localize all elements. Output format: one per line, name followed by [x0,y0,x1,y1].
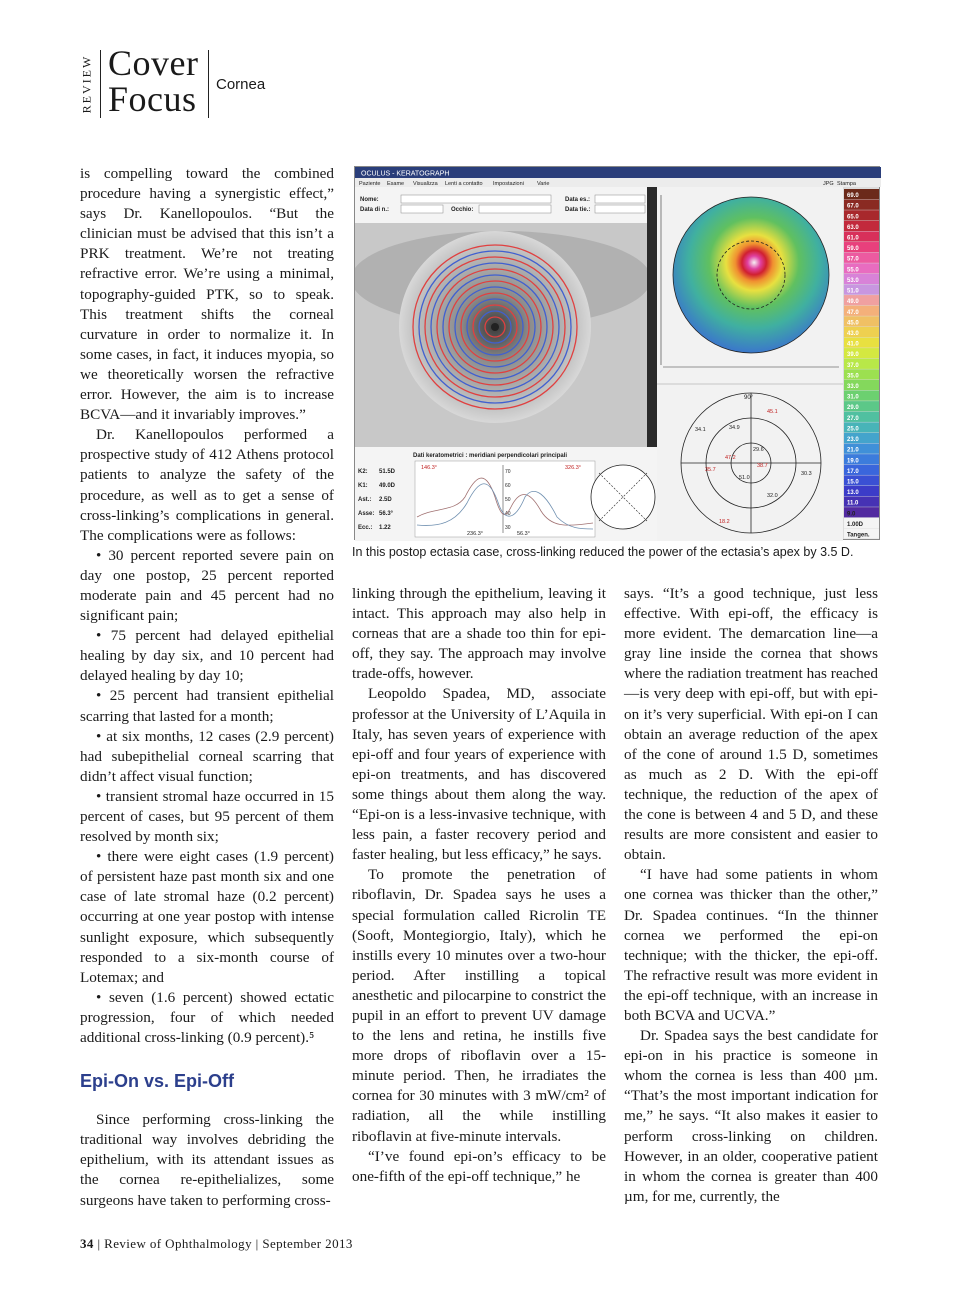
axis-diagram [591,465,655,529]
scale-label: 39.0 [847,352,859,359]
paragraph: Dr. Kanellopoulos performed a prospective study of 412 Athens protocol patients to analyze the safety of the procedure, as well as to get a sense of cross-linking’s complications in general. The complications were as follows: [80,426,334,544]
scale-label: 19.0 [847,458,859,465]
kera-axis-label: 146.3° [421,465,437,471]
polar-value: 30.3 [801,471,812,477]
polar-value: 45.1 [767,409,778,415]
scale-label: 69.0 [847,193,859,200]
polar-label: 90° [744,395,754,401]
masthead-review-vertical [78,52,96,116]
paragraph: linking through the epithelium, leaving it intact. This approach may also help in corneas that are a shade too thin for epi-off, they say. The approach may involve trade-offs, however. [352,585,606,683]
masthead-divider [100,50,101,118]
menu-item: Varie [537,181,550,187]
kera-value: 49.0D [379,483,396,489]
paragraph: To promote the penetration of riboflavin, Dr. Spadea says he uses a special formulation called Ricrolin TE (Sooft, Montegiorgio, Italy), which he instills every 10 minutes over a two-hour period. After instilling a topical anesthetic and pilocarpine to constrict the pupil in an effort to prevent UV damage to the lens and retina, he instills five more drops of riboflavin over a 15-minute period. Then, he irradiates the cornea for 30 minutes with 3 mW/cm² of radiation, all the while instilling riboflavin at five-minute intervals. [352,866,606,1145]
topography-map [673,197,829,353]
masthead-section: Cornea [216,76,266,93]
scale-label: 43.0 [847,330,859,337]
menu-item: Stampa [837,181,856,187]
kera-y-tick: 40 [505,511,511,517]
kera-axis-label: 326.3° [565,465,581,471]
scale-label: 45.0 [847,320,859,327]
figure-caption: In this postop ectasia case, cross-linking reduced the power of the ectasia’s apex by 3.5 D. [352,545,854,559]
article-column-1 [80,164,334,1211]
polar-value: 18.2 [719,519,730,525]
polar-value: 29.6 [753,447,764,453]
kera-label: Ecc.: [358,525,373,531]
kera-title: Dati keratometrici : meridiani perpendicolari principali [413,453,568,459]
field-label: Data es.: [565,197,591,203]
scale-label: 49.0 [847,299,859,306]
menu-item: Lenti a contatto [445,181,483,187]
field-label: Data tie.: [565,207,591,213]
scale-label: 61.0 [847,235,859,242]
keratograph-image [355,167,881,541]
polar-value: 34.9 [729,425,740,431]
kera-label: Ast.: [358,497,372,503]
scale-label: 15.0 [847,479,859,486]
footer-separator: | [255,1236,259,1251]
menu-item: Esame [387,181,405,187]
bullet-item: • 75 percent had delayed epithelial healing by day six, and 10 percent had delayed healing by day 10; [80,627,334,685]
bullet-item: • transient stromal haze occurred in 15 percent of cases, but 95 percent of them resolved by month six; [80,787,334,846]
issue-date: September 2013 [262,1236,353,1251]
journal-name: Review of Ophthalmology [104,1236,252,1251]
scale-label: 53.0 [847,277,859,284]
masthead-cover: Cover [108,43,199,83]
menu-item: Paziente [359,181,381,187]
paragraph: “I have had some patients in whom one cornea was thicker than the other,” Dr. Spadea continues. “In the thinner cornea we performed the epi-on technique; with the thicker, the epi-off. The refractive result was more evident in the epi-off technique, with an increase in both BCVA and UCVA.” [624,866,878,1024]
masthead-review-text: REVIEW [79,54,94,114]
masthead-focus: Focus [108,79,197,119]
bullet-item: • seven (1.6 percent) showed ectatic progression, four of which needed additional cross-linking (0.9 percent).⁵ [80,988,334,1047]
field-label: Occhio: [451,207,474,213]
field-label: Nome: [360,197,379,203]
scale-label: 23.0 [847,437,859,444]
scale-label: 47.0 [847,309,859,316]
polar-value: 51.0 [739,475,750,481]
scale-label: 51.0 [847,288,859,295]
color-scale [844,189,879,539]
polar-value: 47.2 [725,455,736,461]
field-label: Data di n.: [360,207,390,213]
paragraph: Since performing cross-linking the traditional way involves debriding the epithelium, with its attendant issues as the cornea re-epithelializes, some surgeons have taken to performing cross- [80,1111,334,1209]
bullet-item: • there were eight cases (1.9 percent) of persistent haze past month six and one case of late stromal haze (0.2 percent) occurring at one year postop with intense sunlight exposure, which subsequently responded to a six-month course of Lotemax; and [80,848,334,986]
kera-value: 51.5D [379,469,396,475]
kera-axis-label: 56.3° [517,531,530,537]
scale-label: 9.0 [847,511,856,518]
scale-label: 25.0 [847,426,859,433]
paragraph: Dr. Spadea says the best candidate for epi-on in his practice is someone in whom the cornea is less than 400 µm. “That’s the most important indication for me,” he says. “It also makes it easier to perform cross-linking on children. However, in an older, cooperative patient in whom the cornea is greater than 400 µm, for me, currently, the [624,1027,878,1205]
kera-value: 56.3° [379,511,394,517]
kera-label: K1: [358,483,368,489]
scale-label: 21.0 [847,447,859,454]
paragraph: “I’ve found epi-on’s efficacy to be one-fifth of the epi-off technique,” he [352,1147,606,1185]
bullet-item: • 30 percent reported severe pain on day one postop, 25 percent reported moderate pain and 45 percent had no significant pain; [80,546,334,625]
kera-value: 2.5D [379,497,392,503]
menu-item: JPG [823,181,834,187]
polar-value: 34.1 [695,427,706,433]
scale-label: 27.0 [847,415,859,422]
kera-value: 1.22 [379,525,391,531]
scale-label: 1.00D [847,521,864,528]
scale-label: 31.0 [847,394,859,401]
scale-label: 13.0 [847,490,859,497]
menu-item: Visualizza [413,181,438,187]
scale-label: 41.0 [847,341,859,348]
polar-value: 38.7 [757,463,768,469]
polar-value: 35.7 [705,467,716,473]
scale-label: 63.0 [847,224,859,231]
kera-axis-label: 236.3° [467,531,483,537]
scale-label: 17.0 [847,468,859,475]
kera-y-tick: 60 [505,483,511,489]
kera-y-tick: 70 [505,469,511,475]
paragraph: Leopoldo Spadea, MD, associate professor at the University of L’Aquila in Italy, has seven years of experience with epi-off and four years of experience with epi-on treatments, and has discovered some things about them along the way. “Epi-on is a less-invasive technique, with less pain, a faster recovery period and faster healing, but less efficacy,” he says. [352,685,606,864]
scale-label: 59.0 [847,246,859,253]
scale-label: 37.0 [847,362,859,369]
scale-label: Tangen. [847,532,870,539]
bullet-item: • 25 percent had transient epithelial scarring that lasted for a month; [80,687,334,725]
scale-label: 65.0 [847,214,859,221]
scale-label: 57.0 [847,256,859,263]
keratograph-figure [354,166,880,540]
kera-label: Asse: [358,511,375,517]
page-number: 34 [80,1236,94,1251]
kera-y-tick: 50 [505,497,511,503]
scale-label: 33.0 [847,384,859,391]
scale-label: 67.0 [847,203,859,210]
scale-label: 29.0 [847,405,859,412]
polar-value: 32.0 [767,493,778,499]
scale-label: 35.0 [847,373,859,380]
subheading: Epi-On vs. Epi-Off [80,1071,235,1092]
footer-separator: | [97,1236,101,1251]
kera-y-tick: 30 [505,525,511,531]
article-column-2 [352,584,606,1187]
paragraph: says. “It’s a good technique, just less effective. With epi-off, the efficacy is more evident. The demarcation line—a gray line inside the cornea that shows where the radiation treatment has reached—is very deep with epi-off, but with epi-on it’s very superficial. With epi-on I can obtain an average reduction of the apex of the cone of around 1.5 D, sometimes as much as 2 D. With the epi-off technique, the reduction of the apex of the cone is between 4 and 5 D, and these results are more consistent and easier to obtain. [624,585,878,864]
masthead-divider [208,50,209,118]
app-title: OCULUS - KERATOGRAPH [361,170,450,178]
article-column-3 [624,584,878,1207]
bullet-item: • at six months, 12 cases (2.9 percent) had subepithelial corneal scarring that didn’t affect visual function; [80,727,334,785]
scale-label: 55.0 [847,267,859,274]
page-footer [80,1236,353,1252]
paragraph: is compelling toward the combined procedure having a synergistic effect,” says Dr. Kanellopoulos. “But the clinician must be advised that this isn’t a PRK treatment. We’re not treating refractive error. We’re using a minimal, topography-guided PTK, so to speak. This treatment shifts the corneal curvature in order to normalize it. In some cases, in fact, it induces myopia, so we theoretically worsen the refractive error. However, the aim is to increase BCVA—and it invariably improves.” [80,165,334,424]
menu-item: Impostazioni [493,181,524,187]
scale-label: 11.0 [847,500,859,507]
kera-label: K2: [358,469,368,475]
